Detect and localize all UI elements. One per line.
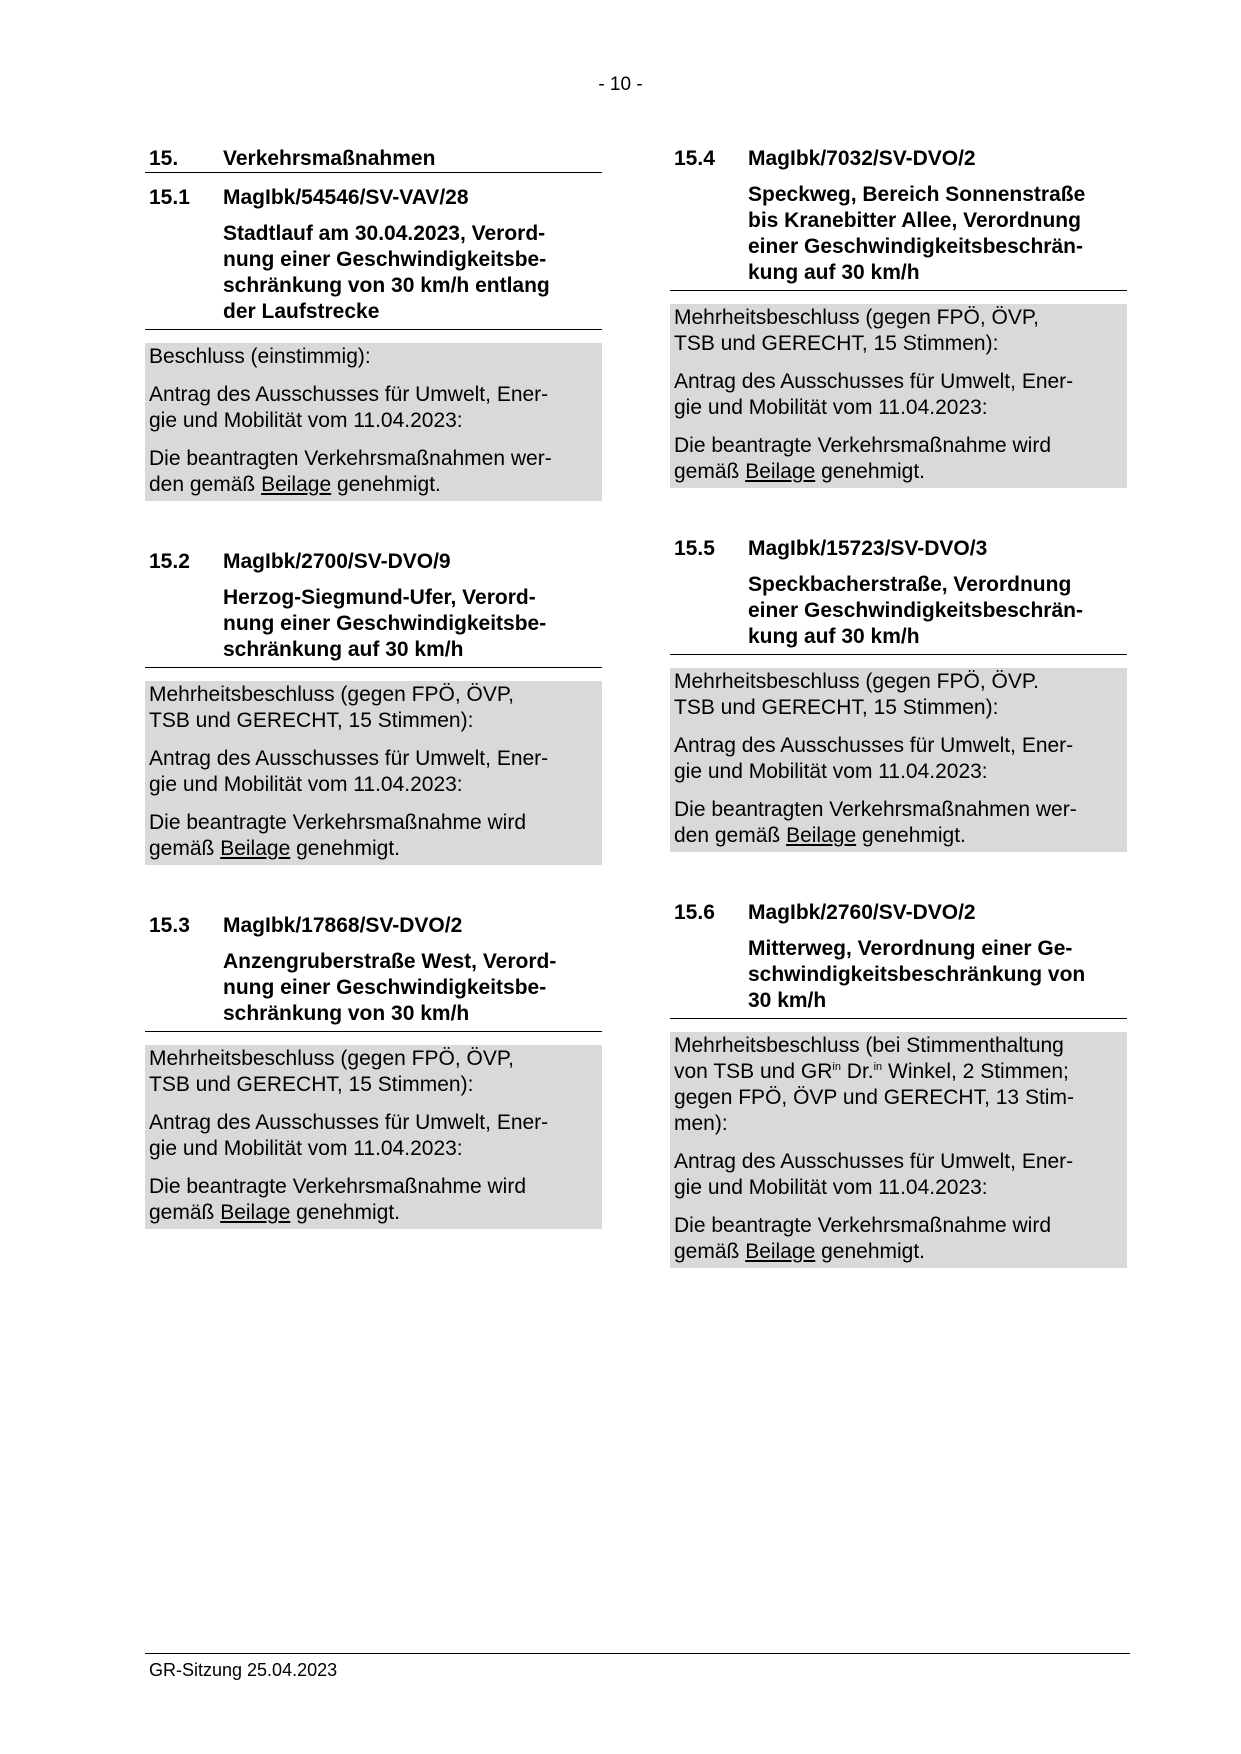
item-reference: MagIbk/7032/SV-DVO/2 (748, 147, 976, 170)
item-title (748, 936, 1127, 1018)
motion-line: gie und Mobilität vom 11.04.2023: (149, 773, 463, 796)
item-number: 15.6 (674, 901, 715, 924)
beilage-link[interactable]: Beilage (745, 460, 816, 483)
motion-line: Antrag des Ausschusses für Umwelt, Ener- (674, 734, 1074, 757)
result-line: Die beantragten Verkehrsmaßnahmen wer- (674, 798, 1077, 821)
item-reference: MagIbk/15723/SV-DVO/3 (748, 537, 988, 560)
decision-box (670, 1032, 1127, 1268)
item-title-line: Stadtlauf am 30.04.2023, Verord- (223, 222, 546, 245)
decision-line: Winkel, 2 Stimmen; (882, 1060, 1069, 1083)
decision-line: Mehrheitsbeschluss (gegen FPÖ, ÖVP, (149, 1047, 514, 1070)
decision-line: TSB und GERECHT, 15 Stimmen): (674, 696, 999, 719)
decision-line: men): (674, 1112, 728, 1135)
item-title-line: schränkung auf 30 km/h (223, 638, 464, 661)
agenda-item-15-4 (670, 146, 1127, 488)
decision-text (674, 305, 1123, 357)
result-line: genehmigt. (821, 460, 926, 483)
item-title-line: 30 km/h (748, 989, 827, 1012)
left-column (145, 146, 602, 1271)
motion-line: Antrag des Ausschusses für Umwelt, Ener- (674, 1150, 1074, 1173)
agenda-item-15-1 (145, 185, 602, 501)
result-line: genehmigt. (336, 473, 441, 496)
item-title-line: nung einer Geschwindigkeitsbe- (223, 612, 547, 635)
result-line: Die beantragte Verkehrsmaßnahme wird (149, 811, 527, 834)
decision-text (674, 669, 1123, 721)
beilage-link[interactable]: Beilage (220, 1201, 291, 1224)
item-title-line: Mitterweg, Verordnung einer Ge- (748, 937, 1073, 960)
result-line: Die beantragten Verkehrsmaßnahmen wer- (149, 447, 552, 470)
motion-line: gie und Mobilität vom 11.04.2023: (674, 760, 988, 783)
result-text (149, 446, 598, 498)
motion-text (674, 1149, 1123, 1201)
item-title-line: schränkung von 30 km/h entlang (223, 274, 550, 297)
decision-line: TSB und GERECHT, 15 Stimmen): (149, 1073, 474, 1096)
motion-line: Antrag des Ausschusses für Umwelt, Ener- (149, 1111, 549, 1134)
agenda-item-15-3 (145, 913, 602, 1229)
right-column (670, 146, 1127, 1310)
result-line: gemäß (149, 1201, 215, 1224)
decision-line: Dr. (840, 1060, 874, 1083)
item-number: 15.1 (149, 186, 190, 209)
item-title (223, 585, 602, 667)
motion-text (149, 1110, 598, 1162)
agenda-item-heading (145, 185, 602, 330)
result-line: Die beantragte Verkehrsmaßnahme wird (674, 434, 1052, 457)
item-reference: MagIbk/54546/SV-VAV/28 (223, 186, 469, 209)
item-title (223, 221, 602, 329)
item-reference: MagIbk/2700/SV-DVO/9 (223, 550, 451, 573)
decision-line: TSB und GERECHT, 15 Stimmen): (149, 709, 474, 732)
agenda-item-15-6 (670, 900, 1127, 1268)
item-number: 15.4 (674, 147, 715, 170)
item-title-line: einer Geschwindigkeitsbeschrän- (748, 599, 1083, 622)
motion-line: gie und Mobilität vom 11.04.2023: (674, 396, 988, 419)
decision-line: Mehrheitsbeschluss (gegen FPÖ, ÖVP, (674, 306, 1039, 329)
result-line: gemäß (674, 1240, 740, 1263)
item-title-line: Speckbacherstraße, Verordnung (748, 573, 1072, 596)
section-number: 15. (149, 147, 179, 170)
result-line: den gemäß (674, 824, 781, 847)
page-footer: GR-Sitzung 25.04.2023 (145, 1653, 1130, 1681)
item-title-line: der Laufstrecke (223, 300, 380, 323)
decision-line: Mehrheitsbeschluss (gegen FPÖ, ÖVP, (149, 683, 514, 706)
result-line: gemäß (149, 837, 215, 860)
superscript: in (832, 1061, 841, 1073)
agenda-item-heading (145, 913, 602, 1032)
beilage-link[interactable]: Beilage (261, 473, 332, 496)
beilage-link[interactable]: Beilage (745, 1240, 816, 1263)
result-line: Die beantragte Verkehrsmaßnahme wird (674, 1214, 1052, 1237)
result-text (149, 1174, 598, 1226)
result-line: genehmigt. (296, 837, 401, 860)
result-line: den gemäß (149, 473, 256, 496)
decision-line: gegen FPÖ, ÖVP und GERECHT, 13 Stim- (674, 1086, 1074, 1109)
decision-text (149, 682, 598, 734)
section-title: Verkehrsmaßnahmen (223, 147, 436, 170)
motion-line: gie und Mobilität vom 11.04.2023: (674, 1176, 988, 1199)
item-title-line: Anzengruberstraße West, Verord- (223, 950, 557, 973)
decision-line: Mehrheitsbeschluss (gegen FPÖ, ÖVP. (674, 670, 1039, 693)
item-number: 15.5 (674, 537, 715, 560)
item-title-line: nung einer Geschwindigkeitsbe- (223, 248, 547, 271)
item-title-line: nung einer Geschwindigkeitsbe- (223, 976, 547, 999)
item-title (223, 949, 602, 1031)
item-reference: MagIbk/17868/SV-DVO/2 (223, 914, 463, 937)
beilage-link[interactable]: Beilage (786, 824, 857, 847)
motion-line: gie und Mobilität vom 11.04.2023: (149, 409, 463, 432)
item-reference: MagIbk/2760/SV-DVO/2 (748, 901, 976, 924)
decision-line: von TSB und GR (674, 1060, 833, 1083)
result-line: genehmigt. (821, 1240, 926, 1263)
decision-box (145, 343, 602, 501)
item-title-line: Herzog-Siegmund-Ufer, Verord- (223, 586, 536, 609)
item-number: 15.2 (149, 550, 190, 573)
item-title (748, 572, 1127, 654)
agenda-item-15-5 (670, 536, 1127, 852)
decision-box (670, 668, 1127, 852)
motion-line: gie und Mobilität vom 11.04.2023: (149, 1137, 463, 1160)
section-heading (145, 146, 602, 173)
decision-line: TSB und GERECHT, 15 Stimmen): (674, 332, 999, 355)
result-text (674, 1213, 1123, 1265)
agenda-item-heading (670, 536, 1127, 655)
item-title-line: kung auf 30 km/h (748, 261, 920, 284)
decision-box (670, 304, 1127, 488)
decision-text: Beschluss (einstimmig): (149, 345, 371, 368)
result-line: gemäß (674, 460, 740, 483)
item-title-line: bis Kranebitter Allee, Verordnung (748, 209, 1081, 232)
result-line: genehmigt. (861, 824, 966, 847)
decision-text (149, 1046, 598, 1098)
superscript: in (873, 1061, 883, 1073)
page-number: - 10 - (598, 74, 643, 95)
beilage-link[interactable]: Beilage (220, 837, 291, 860)
motion-text (149, 382, 598, 434)
agenda-item-heading (145, 549, 602, 668)
motion-line: Antrag des Ausschusses für Umwelt, Ener- (674, 370, 1074, 393)
item-title-line: kung auf 30 km/h (748, 625, 920, 648)
result-line: genehmigt. (296, 1201, 401, 1224)
agenda-item-heading (670, 146, 1127, 291)
motion-text (674, 733, 1123, 785)
item-title-line: schränkung von 30 km/h (223, 1002, 470, 1025)
item-title (748, 182, 1127, 290)
item-number: 15.3 (149, 914, 190, 937)
decision-text (674, 1033, 1123, 1137)
agenda-item-heading (670, 900, 1127, 1019)
motion-text (674, 369, 1123, 421)
decision-box (145, 1045, 602, 1229)
motion-line: Antrag des Ausschusses für Umwelt, Ener- (149, 383, 549, 406)
agenda-item-15-2 (145, 549, 602, 865)
result-text (149, 810, 598, 862)
item-title-line: einer Geschwindigkeitsbeschrän- (748, 235, 1083, 258)
item-title-line: schwindigkeitsbeschränkung von (748, 963, 1086, 986)
result-text (674, 797, 1123, 849)
motion-text (149, 746, 598, 798)
result-text (674, 433, 1123, 485)
motion-line: Antrag des Ausschusses für Umwelt, Ener- (149, 747, 549, 770)
result-line: Die beantragte Verkehrsmaßnahme wird (149, 1175, 527, 1198)
item-title-line: Speckweg, Bereich Sonnenstraße (748, 183, 1086, 206)
decision-box (145, 681, 602, 865)
decision-line: Mehrheitsbeschluss (bei Stimmenthaltung (674, 1034, 1064, 1057)
